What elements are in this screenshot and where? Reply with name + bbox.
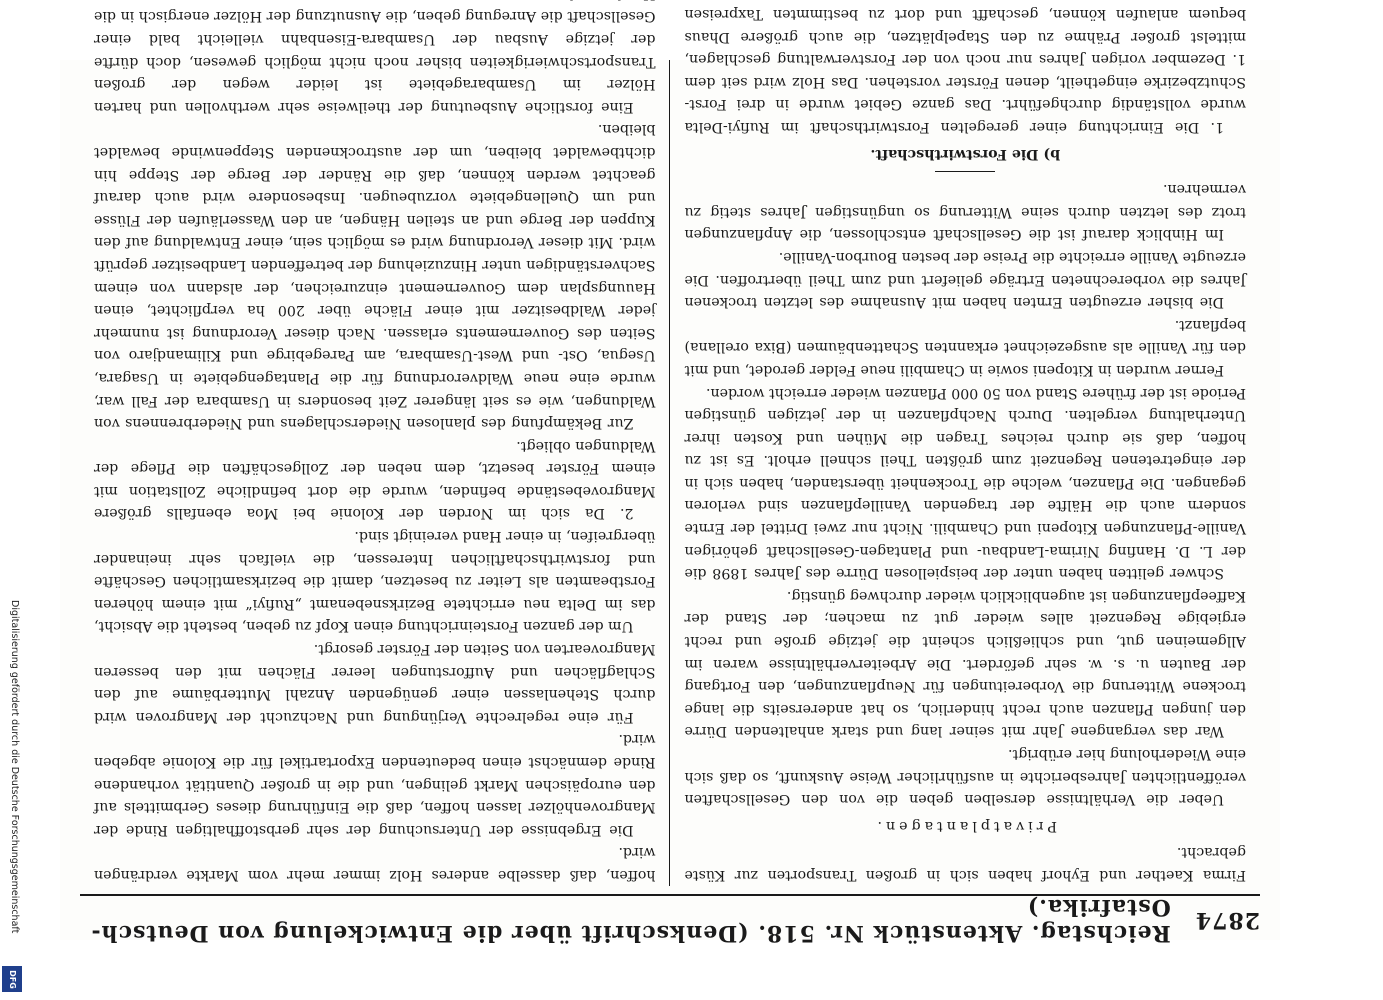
paragraph: Firma Kaether und Eyhorf haben sich in großen Transporten zur Küste gebracht. bbox=[684, 844, 1246, 883]
paragraph: hoffen, daß dasselbe anderes Holz immer mehr vom Markte verdrängen wird. bbox=[94, 844, 656, 883]
paragraph: Zur Bekämpfung des planlosen Niederschlagens und Niederbrennens von Waldungen, wie es seit längerer Zeit besonders in Usambara der Fall war, wurde eine neue Waldverordnung für die Plantagengebiete in Usagara, Usegua, Ost- und West-Usambara, am Paregebirge und Kilimandjaro von Seiten des Gouvernements erlassen. Nach dieser Verordnung ist nunmehr jeder Waldbesitzer mit einer Fläche über 200 ha verpflichtet, einen Hauungsplan dem Gouvernement einzureichen, der alsdann von einem Sachverständigen unter Hinzuziehung der betreffenden Landbesitzer geprüft wird. Mit dieser Verordnung wird es möglich sein, einer Entwaldung auf den Kuppen der Berge und an steilen Hängen, an den Wasserläufen der Flüsse und um Quellengebiete vorzubeugen. Insbesondere wird auch darauf geachtet werden können, daß die Ränder der Berge der Steppe hin dichtbewaldet bleiben, um der austrocknenden Steppenwinde bewaldet bleiben. bbox=[94, 121, 656, 432]
paragraph: 1. Die Einrichtung einer geregelten Forstwirthschaft im Rufiyi-Delta wurde vollständig durchgeführt. Das ganze Gebiet wurde in drei Forst-Schutzbezirke eingetheilt, denen Förster vorstehen. Das Holz wird seit dem 1. Dezember vorigen Jahres nur noch von der Forstverwaltung geschlagen, mittelst großer Prähme zu den Stapelplätzen, die auch größere Dhaus bequem anlaufen können, geschafft und dort zu bestimmten Taxpreisen bbox=[684, 6, 1246, 135]
page-title: Reichstag. Aktenstück Nr. 518. (Denkschrift über die Entwickelung von Deutsch-Ostafrika.) bbox=[90, 894, 1171, 946]
column-second bbox=[80, 8, 670, 886]
paragraph: 2. Da sich im Norden der Kolonie bei Moa ebenfalls größere Mangrovebestände befinden, wurde die dort befindliche Zollstation mit einem Förster besetzt, dem neben der Zollgeschäften die Pflege der Waldungen obliegt. bbox=[94, 437, 656, 522]
paragraph: Für eine regelrechte Verjüngung und Nachzucht der Mangroven wird durch Stehenlassen einer genügenden Anzahl Mutterbäume auf den Schlagflächen und Aufforstungen leerer Flächen mit den besseren Mangrovearten von Seiten der Förster gesorgt. bbox=[94, 641, 656, 725]
column-divider bbox=[670, 60, 671, 886]
paragraph: Eine forstliche Ausbeutung der theilweise sehr werthvollen und harten Hölzer im Usambaragebiete ist leider wegen der großen Transportschwierigkeiten bisher noch nicht möglich gewesen, doch dürfte der jetzige Ausbau der Usambara-Eisenbahn vielleicht bald einer Gesellschaft die Anregung geben, die Ausnutzung der Hölzer energisch in die bbox=[94, 8, 656, 115]
section-rule bbox=[935, 171, 995, 172]
scanned-page bbox=[60, 6, 1280, 946]
dfg-logo-text: DFG bbox=[7, 969, 17, 989]
paragraph: Die bisher erzeugten Ernten haben mit Ausnahme des letzten trockenen Jahres die vorberechneten Erträge geliefert und zum Theil übertroffen. Die erzeugte Vanille erreichte die Preise der besten Bourbon-Vanille. bbox=[684, 248, 1246, 311]
digitization-note-text: Digitalisierung gefördert durch die Deutsche Forschungsgemeinschaft bbox=[9, 600, 20, 934]
section-heading: Privatplantagen. bbox=[873, 817, 1058, 834]
digitization-note bbox=[8, 600, 22, 1000]
header-rule bbox=[80, 894, 1260, 896]
paragraph: Im Hinblick darauf ist die Gesellschaft entschlossen, die Anpflanzungen trotz des letzten durch seine Witterung so ungünstigen Jahres stetig zu vermehren. bbox=[684, 181, 1246, 243]
paragraph: Um der ganzen Forsteinrichtung einen Kopf zu geben, besteht die Absicht, das im Delta neu errichtete Bezirksnebenamt „Rufiyi“ mit einem höheren Forstbeamten als Leiter zu besetzen, damit die bezirksamtlichen Geschäfte und forstwirthschaftlichen Interessen, die vielfach sehr ineinander übergreifen, in einer Hand vereinigt sind. bbox=[94, 528, 656, 635]
subsection-heading: b) Die Forstwirthschaft. bbox=[870, 145, 1061, 162]
column-first bbox=[671, 6, 1261, 886]
paragraph: Die Ergebnisse der Untersuchung der sehr gerbstoffhaltigen Rinde der Mangrovenhölzer lassen hoffen, daß die Einführung dieses Gerbmittels auf den europäischen Markt gelingen, und die in großer Quantität vorhandene Rinde demnächst einen bedeutenden Exportartikel für die Kolonie abgeben wird. bbox=[94, 731, 656, 838]
page-number: 2874 bbox=[1194, 907, 1260, 933]
paragraph: Ueber die Verhältnisse derselben geben die von den Gesellschaften veröffentlichten Jahresberichte in ausführlicher Weise Auskunft, so daß sich eine Wiederholung hier erübrigt. bbox=[684, 746, 1246, 808]
paragraph: Ferner wurden in Kitopeni sowie in Chambili neue Felder gerodet, und mit den für Vanille als ausgezeichnet erkannten Schattenbäumen (Bixa orellana) bepflanzt. bbox=[684, 316, 1246, 378]
text-columns bbox=[80, 6, 1260, 886]
paragraph: Schwer gelitten haben unter der beispiellosen Dürre des Jahres 1898 die der L. D. Hanfing Nirima-Landbau- und Plantagen-Gesellschaft gehörigen Vanille-Pflanzungen Kitopeni und Chambili. Nicht nur zwei Drittel der Ernte sondern auch die Hälfte der tragenden Vanillepflanzen sind verloren gegangen. Die Pflanzen, welche die Trockenheit überstanden, haben sich in der eingetretenen Regenzeit zum größten Theil schnell erholt. Es ist zu hoffen, daß sie durch reiches Tragen die Mühen und Kosten ihrer Unterhaltung vergelten. Durch Nachpflanzen in der jetzigen günstigen Periode ist der frühere Stand von 50 000 Pflanzen wieder erreicht worden. bbox=[684, 384, 1246, 582]
page-header bbox=[80, 894, 1260, 946]
paragraph: War das vergangene Jahr mit seiner lang und stark anhaltenden Dürre den jungen Pflanzen auch recht hinderlich, so hat andererseits die lange trockene Witterung die Vorbereitungen für Neupflanzungen, den Fortgang der Bauten u. s. w. sehr gefördert. Die Arbeiterverhältnisse waren im Allgemeinen gut, und schließlich scheint die jetzige große und recht ergiebige Regenzeit alles wieder gut zu machen; der Stand der Kaffeepflanzungen ist augenblicklich wieder durchweg günstig. bbox=[684, 587, 1246, 740]
dfg-logo bbox=[2, 966, 22, 992]
